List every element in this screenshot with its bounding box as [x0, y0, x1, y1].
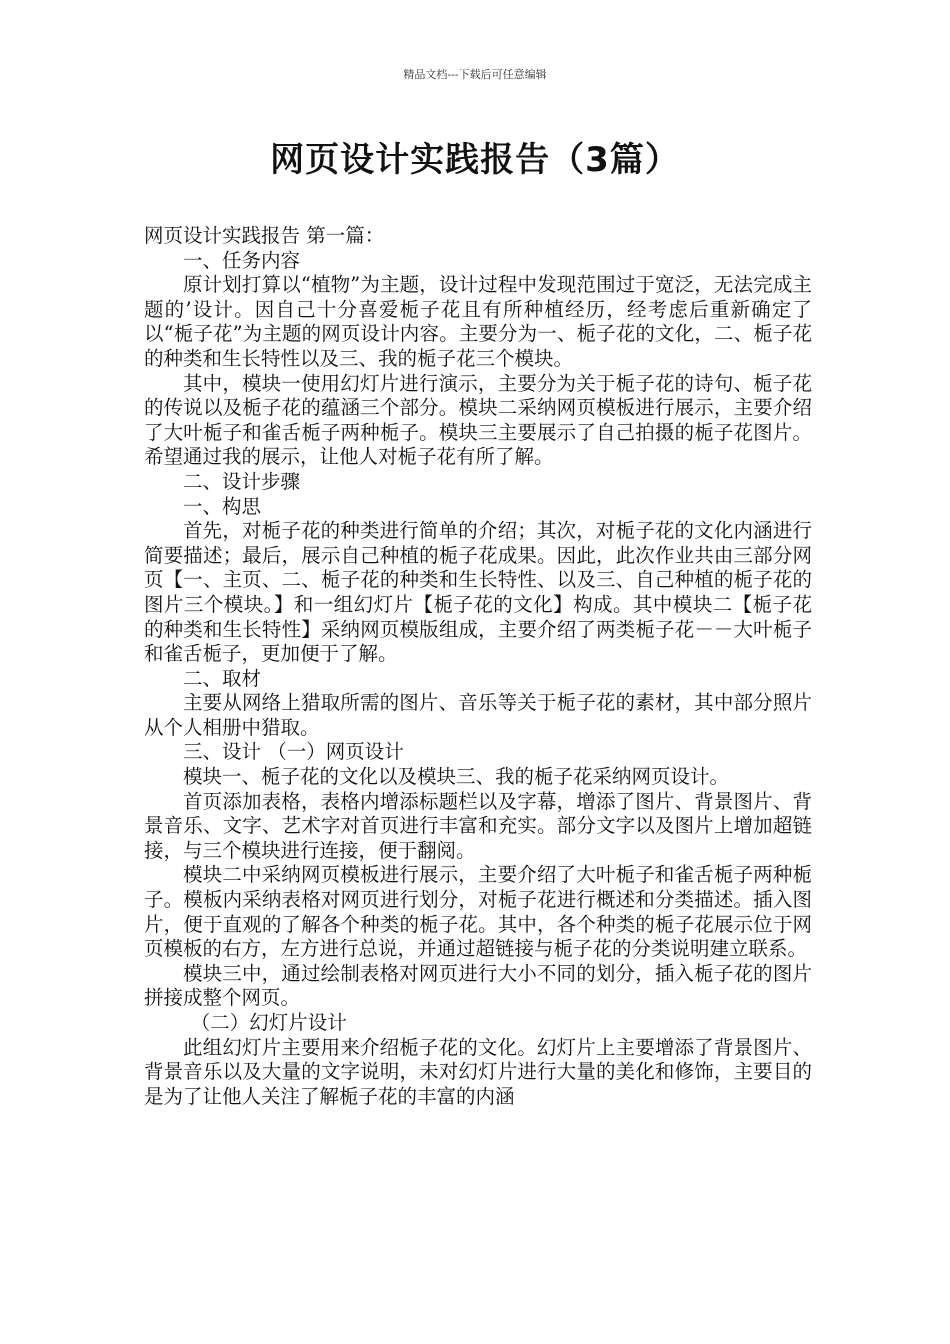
body-paragraph: 首页添加表格，表格内增添标题栏以及字幕，增添了图片、背景图片、背景音乐、文字、艺术字对首页进行丰富和充实。部分文字以及图片上增加超链接，与三个模块进行连接，便于翻阅。 [144, 789, 812, 862]
subheading-slide-design: （二）幻灯片设计 [190, 1011, 347, 1034]
body-paragraph: 模块二中采纳网页模板进行展示，主要介绍了大叶栀子和雀舌栀子两种栀子。模板内采纳表格对网页进行划分，对栀子花进行概述和分类描述。插入图片，便于直观的了解各个种类的栀子花。其中，各个种类的栀子花展示位于网页模板的右方，左方进行总说，并通过超链接与栀子花的分类说明建立联系。 [144, 863, 812, 961]
body-paragraph: 此组幻灯片主要用来介绍栀子花的文化。幻灯片上主要增添了背景图片、背景音乐以及大量的文字说明，未对幻灯片进行大量的美化和修饰，主要目的是为了让他人关注了解栀子花的丰富的内涵 [144, 1035, 812, 1108]
body-paragraph: 模块三中，通过绘制表格对网页进行大小不同的划分，插入栀子花的图片拼接成整个网页。 [144, 961, 812, 1010]
body-paragraph: 其中，模块一使用幻灯片进行演示，主要分为关于栀子花的诗句、栀子花的传说以及栀子花的蕴涵三个部分。模块二采纳网页模板进行展示，主要介绍了大叶栀子和雀舌栀子两种栀子。模块三主要展示了自己拍摄的栀子花图片。希望通过我的展示，让他人对栀子花有所了解。 [144, 371, 812, 469]
body-paragraph: 模块一、栀子花的文化以及模块三、我的栀子花采纳网页设计。 [183, 765, 730, 789]
subheading-design-steps: 二、设计步骤 [183, 469, 301, 493]
page-header-note: 精品文档---下载后可任意编辑 [403, 68, 547, 81]
body-paragraph: 首先，对栀子花的种类进行简单的介绍；其次，对栀子花的文化内涵进行简要描述；最后，展示自己种植的栀子花成果。因此，此次作业共由三部分网页【一、主页、二、栀子花的种类和生长特性、以及三、自己种植的栀子花的图片三个模块。】和一组幻灯片【栀子花的文化】构成。其中模块二【栀子花的种类和生长特性】采纳网页模版组成，主要介绍了两类栀子花－－大叶栀子和雀舌栀子，更加便于了解。 [144, 519, 812, 666]
subheading-design: 三、设计 （一）网页设计 [183, 740, 404, 764]
section-heading: 网页设计实践报告 第一篇： [144, 224, 385, 247]
document-title: 网页设计实践报告（3篇） [270, 140, 680, 180]
subheading-concept: 一、构思 [183, 494, 262, 518]
body-paragraph: 原计划打算以“植物”为主题，设计过程中发现范围过于宽泛，无法完成主题的’设计。因自己十分喜爱栀子花且有所种植经历，经考虑后重新确定了以“栀子花”为主题的网页设计内容。主要分为一、栀子花的文化，二、栀子花的种类和生长特性以及三、我的栀子花三个模块。 [144, 273, 812, 370]
document-body [144, 224, 812, 1109]
subheading-task-content: 一、任务内容 [183, 248, 301, 272]
subheading-materials: 二、取材 [183, 666, 262, 690]
body-paragraph: 主要从网络上猎取所需的图片、音乐等关于栀子花的素材，其中部分照片从个人相册中猎取。 [144, 691, 812, 739]
